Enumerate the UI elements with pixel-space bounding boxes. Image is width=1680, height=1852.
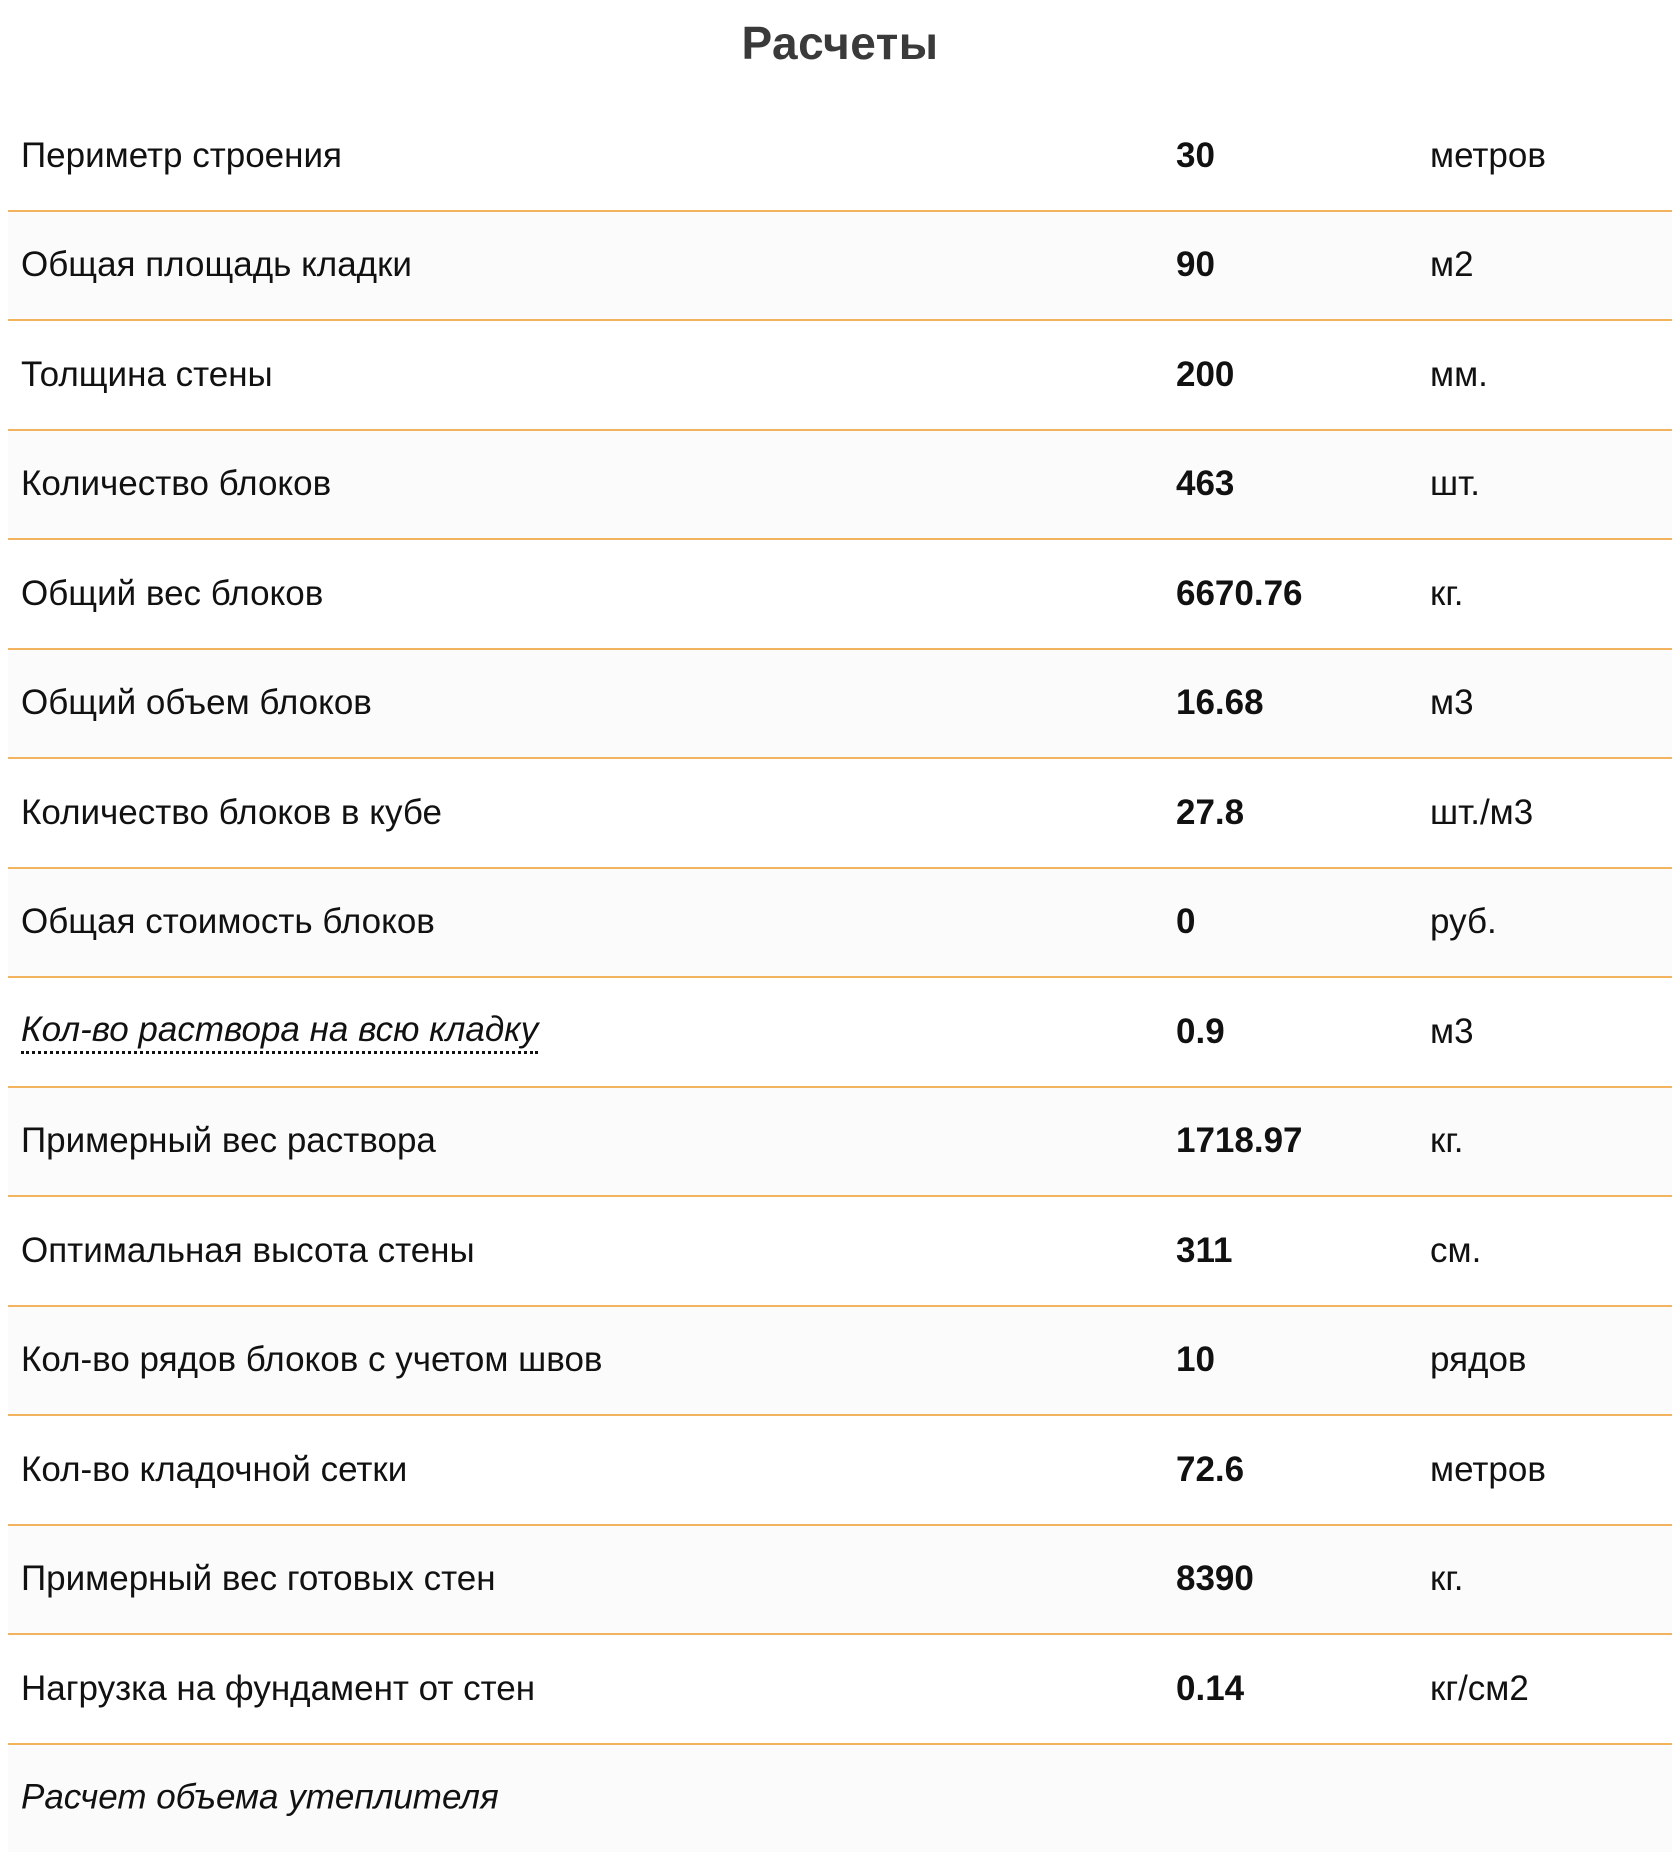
row-unit: шт./м3	[1430, 793, 1533, 833]
row-value: 72.6	[1176, 1450, 1244, 1490]
table-row-foundation-load	[8, 1635, 1672, 1745]
row-unit: см.	[1430, 1231, 1481, 1271]
row-label: Общая площадь кладки	[21, 245, 412, 285]
table-row-mortar-weight	[8, 1088, 1672, 1198]
row-unit: шт.	[1430, 464, 1480, 504]
table-row-perimeter	[8, 102, 1672, 212]
table-row-wall-height	[8, 1197, 1672, 1307]
row-unit: метров	[1430, 136, 1546, 176]
row-label: Примерный вес раствора	[21, 1121, 436, 1161]
row-value: 90	[1176, 245, 1215, 285]
row-label: Оптимальная высота стены	[21, 1231, 475, 1271]
row-unit: рядов	[1430, 1340, 1527, 1380]
row-value: 16.68	[1176, 683, 1264, 723]
row-value: 8390	[1176, 1559, 1254, 1599]
row-unit: мм.	[1430, 355, 1488, 395]
row-value: 0.9	[1176, 1012, 1225, 1052]
row-label: Нагрузка на фундамент от стен	[21, 1669, 535, 1709]
row-label: Общий вес блоков	[21, 574, 323, 614]
row-unit: метров	[1430, 1450, 1546, 1490]
row-value: 200	[1176, 355, 1234, 395]
table-row-blocks-per-cube	[8, 759, 1672, 869]
row-label: Общий объем блоков	[21, 683, 372, 723]
row-value: 0.14	[1176, 1669, 1244, 1709]
row-unit: кг.	[1430, 1121, 1464, 1161]
table-row-wall-thickness	[8, 321, 1672, 431]
table-row-block-weight	[8, 540, 1672, 650]
row-unit: руб.	[1430, 902, 1497, 942]
row-value: 0	[1176, 902, 1195, 942]
row-label: Общая стоимость блоков	[21, 902, 435, 942]
row-unit: м3	[1430, 683, 1474, 723]
table-row-block-volume	[8, 650, 1672, 760]
row-unit: м2	[1430, 245, 1474, 285]
row-label: Кол-во кладочной сетки	[21, 1450, 407, 1490]
row-label: Кол-во рядов блоков с учетом швов	[21, 1340, 603, 1380]
row-value: 311	[1176, 1231, 1232, 1271]
table-row-mesh-length	[8, 1416, 1672, 1526]
row-unit: кг.	[1430, 1559, 1464, 1599]
page-title: Расчеты	[0, 16, 1680, 70]
table-row-wall-weight	[8, 1526, 1672, 1636]
insulation-calc-link[interactable]: Расчет объема утеплителя	[21, 1778, 499, 1819]
row-label: Периметр строения	[21, 136, 342, 176]
row-value: 27.8	[1176, 793, 1244, 833]
row-unit: кг.	[1430, 574, 1464, 614]
table-row-block-count	[8, 431, 1672, 541]
row-value: 1718.97	[1176, 1121, 1303, 1161]
row-label: Количество блоков	[21, 464, 331, 504]
table-row-block-cost	[8, 869, 1672, 979]
row-label: Количество блоков в кубе	[21, 793, 442, 833]
table-row-block-rows	[8, 1307, 1672, 1417]
table-row-insulation	[8, 1745, 1672, 1852]
row-value: 10	[1176, 1340, 1215, 1380]
row-value: 6670.76	[1176, 574, 1303, 614]
results-table	[8, 102, 1672, 1852]
mortar-volume-link[interactable]: Кол-во раствора на всю кладку	[21, 1010, 538, 1054]
row-label: Примерный вес готовых стен	[21, 1559, 496, 1599]
row-unit: м3	[1430, 1012, 1474, 1052]
table-row-mortar-volume	[8, 978, 1672, 1088]
row-value: 30	[1176, 136, 1215, 176]
table-row-masonry-area	[8, 212, 1672, 322]
row-unit: кг/см2	[1430, 1669, 1529, 1709]
row-value: 463	[1176, 464, 1234, 504]
row-label: Толщина стены	[21, 355, 273, 395]
